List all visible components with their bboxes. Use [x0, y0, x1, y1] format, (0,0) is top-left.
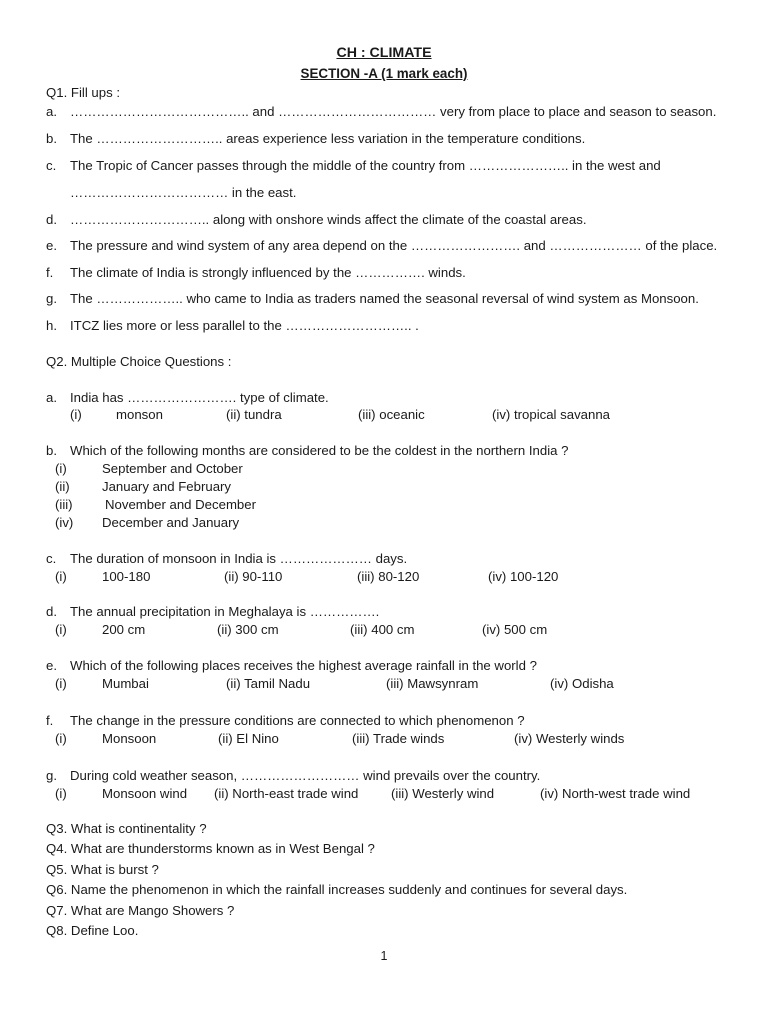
option: (iii) 400 cm	[350, 622, 415, 637]
q1-item-text: The ……………….. who came to India as traders named the seasonal reversal of wind system as Monsoon.	[70, 291, 699, 306]
option: 100-180	[102, 569, 151, 584]
option-number: (i)	[70, 407, 82, 422]
option: (iii) Mawsynram	[386, 676, 479, 691]
option: (iv) 100-120	[488, 569, 559, 584]
question-text: The annual precipitation in Meghalaya is …………….	[70, 604, 380, 619]
option-number: (i)	[55, 569, 67, 584]
option-number: (i)	[55, 622, 67, 637]
question-text: India has ……………………. type of climate.	[70, 390, 329, 405]
q1-item-label: c.	[46, 158, 57, 173]
short-question: Q4. What are thunderstorms known as in West Bengal ?	[46, 841, 375, 856]
q1-title: Q1. Fill ups :	[46, 85, 121, 100]
option: Mumbai	[102, 676, 149, 691]
q2-title: Q2. Multiple Choice Questions :	[46, 354, 232, 369]
question-text: The duration of monsoon in India is ………………… days.	[70, 551, 408, 566]
option: (iv) 500 cm	[482, 622, 548, 637]
option-number: (i)	[55, 676, 67, 691]
question-label: d.	[46, 604, 57, 619]
q1-item-label: e.	[46, 238, 57, 253]
q1-item-label: b.	[46, 131, 57, 146]
option-number: (ii)	[55, 479, 70, 494]
q1-item-text: The Tropic of Cancer passes through the middle of the country from ………………….. in the west and	[70, 158, 661, 173]
short-question: Q6. Name the phenomenon in which the rainfall increases suddenly and continues for several days.	[46, 882, 628, 897]
q1-item-text: ……………………………… in the east.	[70, 185, 297, 200]
question-label: b.	[46, 443, 57, 458]
option: (iii) oceanic	[358, 407, 425, 422]
option: (iv) North-west trade wind	[540, 786, 691, 801]
question-text: Which of the following months are considered to be the coldest in the northern India ?	[70, 443, 569, 458]
option: (ii) 90-110	[224, 569, 283, 584]
option: December and January	[102, 515, 240, 530]
q1-item-label: a.	[46, 104, 57, 119]
q1-item-label: h.	[46, 318, 57, 333]
option-number: (iii)	[55, 497, 73, 512]
option: (ii) 300 cm	[217, 622, 279, 637]
q1-item-label: f.	[46, 265, 54, 280]
section-heading: SECTION -A (1 mark each)	[300, 66, 468, 81]
question-label: f.	[46, 713, 54, 728]
q1-item-label: d.	[46, 212, 57, 227]
page-title: CH : CLIMATE	[336, 45, 432, 61]
option: (iv) Westerly winds	[514, 731, 625, 746]
option: (ii) El Nino	[218, 731, 279, 746]
option: Monsoon	[102, 731, 157, 746]
q1-item-text: ITCZ lies more or less parallel to the ……………………….. .	[70, 318, 419, 333]
question-label: e.	[46, 658, 57, 673]
short-question: Q5. What is burst ?	[46, 862, 159, 877]
question-label: c.	[46, 551, 57, 566]
option: January and February	[102, 479, 232, 494]
option: (ii) tundra	[226, 407, 282, 422]
option-number: (i)	[55, 786, 67, 801]
page-number: 1	[380, 949, 388, 963]
option: 200 cm	[102, 622, 146, 637]
option: (iv) Odisha	[550, 676, 614, 691]
option-number: (i)	[55, 461, 67, 476]
option-number: (i)	[55, 731, 67, 746]
question-text: During cold weather season, ……………………… wind prevails over the country.	[70, 768, 541, 783]
option: November and December	[105, 497, 256, 512]
q1-item-text: The pressure and wind system of any area depend on the ……………………. and ………………… of the place.	[70, 238, 718, 253]
question-label: a.	[46, 390, 57, 405]
question-text: Which of the following places receives the highest average rainfall in the world ?	[70, 658, 537, 673]
option: (iii) Trade winds	[352, 731, 445, 746]
option-number: (iv)	[55, 515, 74, 530]
q1-item-text: The ……………………….. areas experience less variation in the temperature conditions.	[70, 131, 586, 146]
q1-item-text: ………………………………….. and ……………………………… very from place to place and season to season.	[70, 104, 717, 119]
short-question: Q3. What is continentality ?	[46, 821, 207, 836]
option: Monsoon wind	[102, 786, 188, 801]
option: (ii) North-east trade wind	[214, 786, 359, 801]
option: September and October	[102, 461, 243, 476]
option: (iii) Westerly wind	[391, 786, 495, 801]
option: monson	[116, 407, 163, 422]
q1-item-label: g.	[46, 291, 57, 306]
short-question: Q7. What are Mango Showers ?	[46, 903, 235, 918]
short-question: Q8. Define Loo.	[46, 923, 139, 938]
option: (ii) Tamil Nadu	[226, 676, 311, 691]
option: (iii) 80-120	[357, 569, 420, 584]
question-text: The change in the pressure conditions are connected to which phenomenon ?	[70, 713, 525, 728]
question-label: g.	[46, 768, 57, 783]
q1-item-text: The climate of India is strongly influenced by the ……………. winds.	[70, 265, 466, 280]
option: (iv) tropical savanna	[492, 407, 611, 422]
q1-item-text: ………………………….. along with onshore winds affect the climate of the coastal areas.	[70, 212, 587, 227]
